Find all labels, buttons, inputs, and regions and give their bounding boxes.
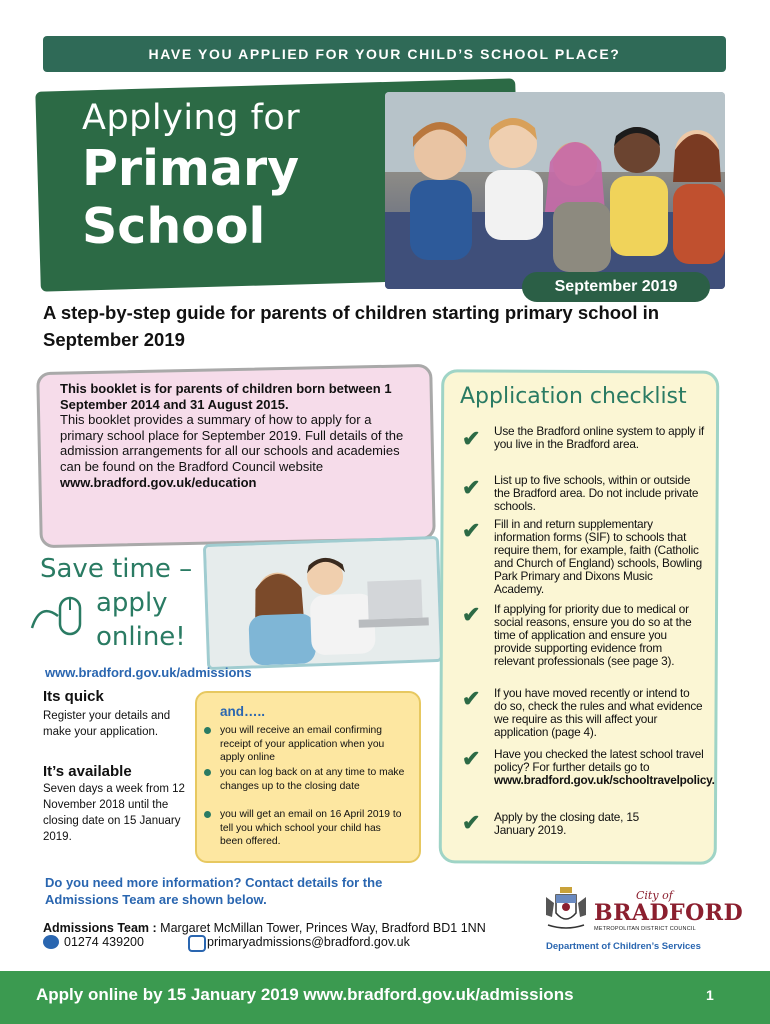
and-item <box>220 808 406 849</box>
more-info: Do you need more information? Contact details for the Admissions Team are shown below. <box>45 875 383 907</box>
admissions-team-label: Admissions Team : <box>43 921 157 935</box>
and-heading: and….. <box>220 704 266 719</box>
travel-policy-link[interactable]: www.bradford.gov.uk/schooltravelpolicy. <box>494 773 715 787</box>
date-badge <box>522 272 710 302</box>
available-heading: It’s available <box>43 763 132 780</box>
quick-text: Register your details and make your application. <box>43 710 171 738</box>
children-photo <box>385 92 725 289</box>
bullet-icon <box>204 727 211 734</box>
check-icon: ✔ <box>462 810 481 835</box>
bullet-icon <box>204 769 211 776</box>
checklist-item: If you have moved recently or intend to do so, check the rules and what evidence we require as this will affect your application (page 4). <box>494 686 703 739</box>
date-badge-text: September 2019 <box>554 278 678 295</box>
check-icon: ✔ <box>462 518 481 543</box>
title-line-1: Applying for <box>82 98 301 138</box>
checklist-item <box>494 747 715 787</box>
logo-council: METROPOLITAN DISTRICT COUNCIL <box>594 926 696 932</box>
department-name: Department of Children’s Services <box>546 941 701 952</box>
email-icon <box>188 935 206 952</box>
checklist-item: Use the Bradford online system to apply if you live in the Bradford area. <box>494 424 704 451</box>
top-banner <box>43 36 726 72</box>
check-icon: ✔ <box>462 686 481 711</box>
intro-bold-text: This booklet is for parents of children born between 1 September 2014 and 31 August 2015. <box>60 381 392 412</box>
quick-heading: Its quick <box>43 688 104 705</box>
title-line-2: Primary <box>82 140 300 197</box>
checklist-item: List up to five schools, within or outside the Bradford area. Do not include private schools. <box>494 473 699 513</box>
bullet-icon <box>204 811 211 818</box>
phone-number[interactable]: 01274 439200 <box>64 935 144 949</box>
checklist-item: If applying for priority due to medical or social reasons, ensure you do so at the time of application and ensure you provide supporting evidence from relevant professionals (see page 3). <box>494 602 692 668</box>
admissions-address <box>43 921 486 935</box>
and-item <box>220 724 406 765</box>
and-item-text: you can log back on at any time to make changes up to the closing date <box>220 767 405 792</box>
travel-policy-text: Have you checked the latest school travel policy? For further details go to <box>494 747 704 774</box>
check-icon: ✔ <box>462 475 481 500</box>
subtitle: A step-by-step guide for parents of children starting primary school in September 2019 <box>43 302 660 350</box>
admissions-link[interactable]: www.bradford.gov.uk/admissions <box>45 665 252 680</box>
check-icon: ✔ <box>462 426 481 451</box>
and-item-text: you will receive an email confirming receipt of your application when you apply online <box>220 725 385 764</box>
page-number: 1 <box>706 987 714 1003</box>
mouse-icon <box>30 590 90 640</box>
checklist-item: Fill in and return supplementary information forms (SIF) to schools that require them, for example, faith (Catholic and Church of England) schools, Bowling Park Primary and Dixons Music Academy. <box>494 517 702 596</box>
checklist-item: Apply by the closing date, 15 January 2019. <box>494 810 640 837</box>
check-icon: ✔ <box>462 746 481 771</box>
banner-text: HAVE YOU APPLIED FOR YOUR CHILD’S SCHOOL PLACE? <box>148 46 621 62</box>
available-text: Seven days a week from 12 November 2018 until the closing date on 15 January 2019. <box>43 783 185 843</box>
save-time-heading: Save time – <box>40 554 193 584</box>
phone-icon <box>43 935 59 949</box>
save-time-online: online! <box>96 622 186 652</box>
check-icon: ✔ <box>462 602 481 627</box>
bradford-crest-icon <box>542 885 590 933</box>
intro-text <box>60 381 410 490</box>
laptop-photo <box>203 536 443 670</box>
and-item-text: you will get an email on 16 April 2019 to tell you which school your child has been offered. <box>220 809 402 848</box>
and-item <box>220 766 406 793</box>
logo-bradford: BRADFORD <box>594 900 744 926</box>
education-link[interactable]: www.bradford.gov.uk/education <box>60 474 257 490</box>
footer-text: Apply online by 15 January 2019 www.bradford.gov.uk/admissions <box>36 985 574 1004</box>
logo-city-of: City of <box>636 889 673 902</box>
checklist-title: Application checklist <box>460 384 687 409</box>
save-time-apply: apply <box>96 588 168 618</box>
title-line-3: School <box>82 198 266 255</box>
email-address[interactable]: primaryadmissions@bradford.gov.uk <box>207 935 410 949</box>
intro-body-text: This booklet provides a summary of how to apply for a primary school place for September 2019. Full details of the admission arrangements for all our schools and academies can be found on the Bradford Council website <box>60 412 404 474</box>
address-text: Margaret McMillan Tower, Princes Way, Bradford BD1 1NN <box>156 921 486 935</box>
